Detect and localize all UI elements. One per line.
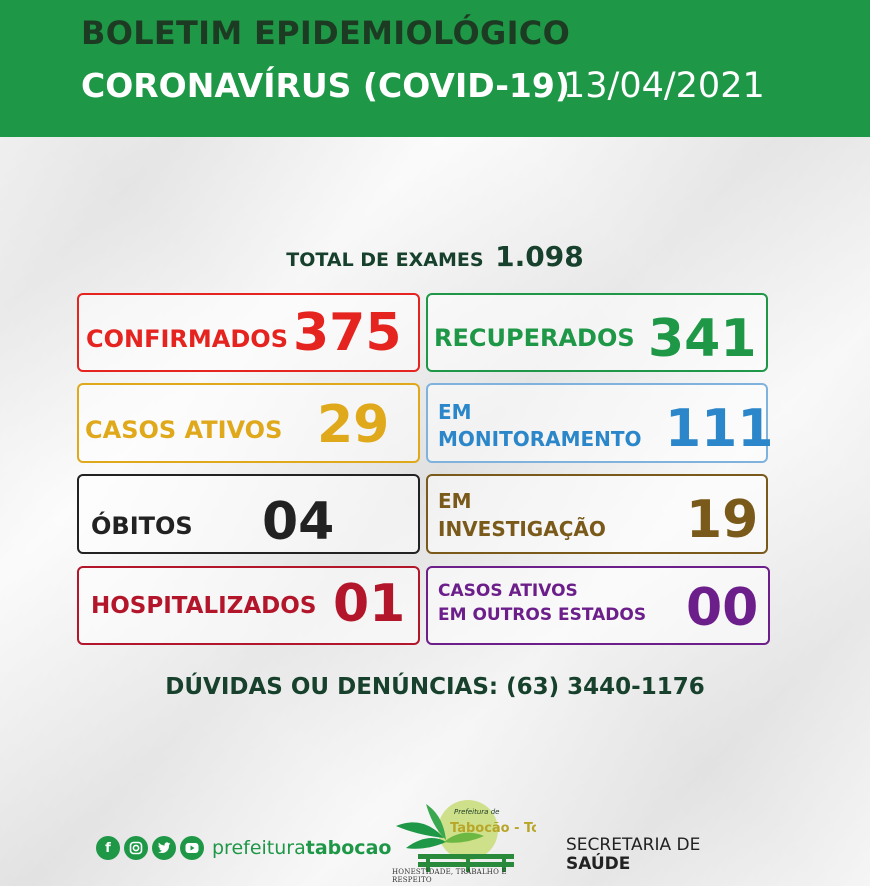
secretaria-line-1: SECRETARIA DE — [566, 835, 701, 855]
card-monitoramento-label-1: EM — [438, 400, 472, 424]
secretaria-saude — [566, 836, 700, 873]
social-handle[interactable] — [212, 837, 391, 859]
card-investigacao-value: 19 — [686, 490, 759, 550]
total-exams-value: 1.098 — [495, 240, 584, 273]
card-confirmados — [77, 293, 420, 372]
card-outros-estados-label-2: EM OUTROS ESTADOS — [438, 605, 647, 625]
card-recuperados-label: RECUPERADOS — [434, 324, 635, 352]
card-confirmados-value: 375 — [293, 303, 402, 363]
card-hospitalizados-label: HOSPITALIZADOS — [91, 593, 317, 619]
card-outros-estados — [426, 566, 770, 645]
total-exams-label: TOTAL DE EXAMES — [286, 249, 484, 271]
card-monitoramento-value: 111 — [665, 399, 774, 459]
card-investigacao-label-2: INVESTIGAÇÃO — [438, 517, 606, 541]
card-obitos-value: 04 — [262, 492, 335, 552]
card-casos-ativos — [77, 383, 420, 463]
card-casos-ativos-label: CASOS ATIVOS — [85, 416, 283, 444]
card-obitos — [77, 474, 420, 554]
card-outros-estados-value: 00 — [686, 578, 759, 638]
card-investigacao-label-1: EM — [438, 489, 472, 513]
card-confirmados-label: CONFIRMADOS — [86, 325, 288, 353]
card-investigacao — [426, 474, 768, 554]
youtube-icon[interactable] — [180, 836, 204, 860]
card-casos-ativos-value: 29 — [317, 395, 390, 455]
social-handle-prefix: prefeitura — [212, 837, 306, 859]
bulletin-date: 13/04/2021 — [563, 66, 765, 106]
twitter-icon[interactable] — [152, 836, 176, 860]
card-hospitalizados-value: 01 — [333, 574, 406, 634]
card-hospitalizados — [77, 566, 420, 645]
bulletin-subtitle: CORONAVÍRUS (COVID-19) — [81, 66, 570, 105]
secretaria-line-2: SAÚDE — [566, 853, 631, 874]
logo-name-text: Tabocão - To — [450, 821, 536, 836]
logo-motto: HONESTIDADE, TRABALHO E RESPEITO — [392, 868, 507, 884]
social-bar — [96, 836, 391, 860]
card-monitoramento-label-2: MONITORAMENTO — [438, 427, 642, 451]
card-obitos-label: ÓBITOS — [91, 512, 193, 540]
social-handle-suffix: tabocao — [305, 837, 392, 859]
card-recuperados-value: 341 — [648, 309, 757, 369]
facebook-icon[interactable]: f — [96, 836, 120, 860]
card-outros-estados-label-1: CASOS ATIVOS — [438, 581, 578, 601]
bulletin-title: BOLETIM EPIDEMIOLÓGICO — [81, 14, 571, 52]
card-monitoramento — [426, 383, 774, 463]
instagram-icon[interactable] — [124, 836, 148, 860]
logo-top-text: Prefeitura de — [454, 808, 500, 816]
card-recuperados — [426, 293, 768, 372]
contact-phone: DÚVIDAS OU DENÚNCIAS: (63) 3440-1176 — [165, 674, 705, 700]
header-banner — [0, 0, 870, 137]
total-exams — [0, 240, 870, 273]
